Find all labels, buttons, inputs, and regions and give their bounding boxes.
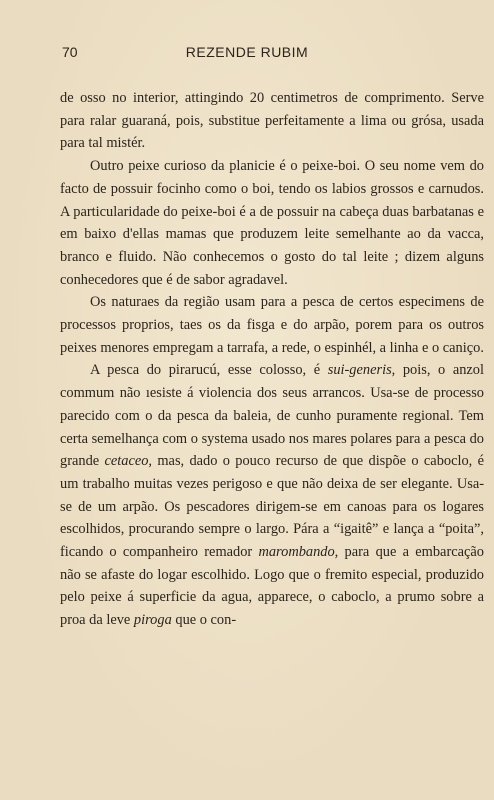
italic-term: piroga [133, 612, 172, 629]
paragraph-4 [60, 359, 484, 631]
text-segment: mas, dado o pouco recurso de que dispõe o caboclo, é um trabalho muitas vezes perigoso e que não deixa de ser elegante. Usa-se de um arpão. Os pescadores dirigem-se em canoas para os logares escolhidos, procurando sempre o largo. Pára a “igaitê” e lança a “poita”, ficando o companheiro remador [60, 453, 484, 561]
text-segment: que o con- [171, 612, 237, 629]
text-segment: A pesca do pirarucú, esse colosso, é [90, 362, 328, 379]
page-number: 70 [62, 44, 78, 60]
page-header [60, 44, 434, 64]
body-text [60, 87, 484, 632]
italic-term: marombando, [258, 544, 339, 561]
paragraph-2: Outro peixe curioso da planicie é o peixe-boi. O seu nome vem do facto de possuir focinho como o boi, tendo os labios grossos e carnudos. A particularidade do peixe-boi é a de possuir na cabeça duas barbatanas e em baixo d'ellas mamas que produzem leite semelhante ao da vacca, branco e fluido. Não conhecemos o gosto do tal leite ; dizem alguns conhecedores que é de sabor agradavel. [60, 158, 484, 288]
text-segment: pois, o anzol commum não ıesiste á violencia dos seus arrancos. Usa-se de processo parecido com o da pesca da baleia, de cunho puramente regional. Tem certa semelhança com o systema usado nos mares polares para a pesca do grande [60, 362, 484, 470]
text-segment: para que a embarcação não se afaste do logar escolhido. Logo que o fremito especial, produzido pelo peixe á superficie da agua, apparece, o caboclo, a prumo sobre a proa da leve [60, 544, 484, 629]
italic-term: cetaceo, [104, 453, 153, 470]
paragraph-3: Os naturaes da região usam para a pesca de certos especimens de processos proprios, taes os da fisga e do arpão, porem para os outros peixes menores empregam a tarrafa, a rede, o espinhél, a linha e o caniço. [60, 294, 484, 356]
running-head: REZENDE RUBIM [185, 44, 309, 60]
italic-term: sui-generis, [327, 362, 396, 379]
paragraph-1: de osso no interior, attingindo 20 centimetros de comprimento. Serve para ralar guaraná, pois, substitue perfeitamente a lima ou grósa, usada para tal mistér. [60, 90, 484, 152]
